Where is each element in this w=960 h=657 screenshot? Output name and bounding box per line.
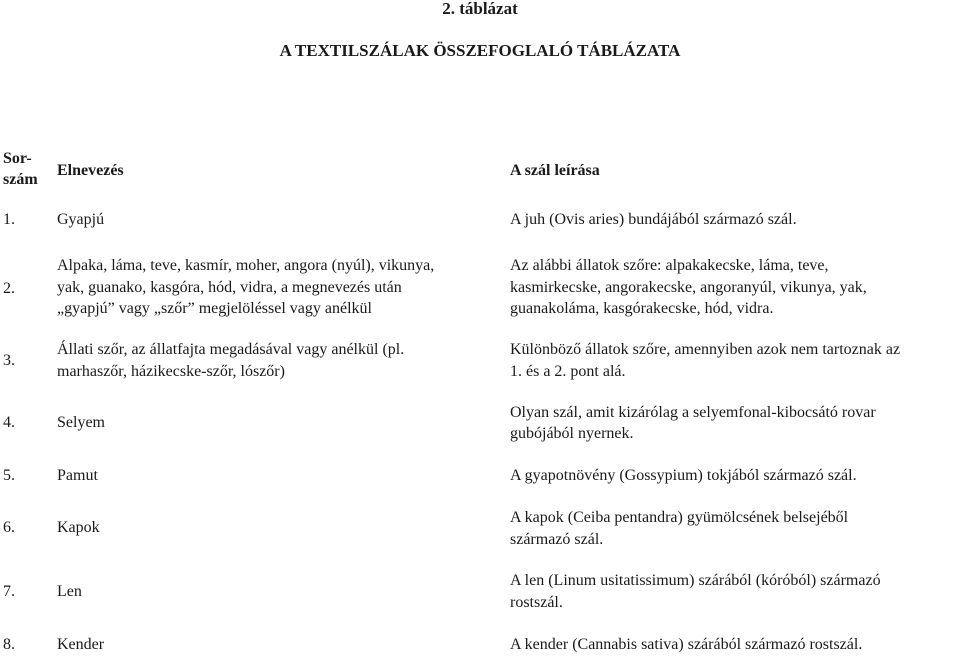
row-number: 7.: [3, 583, 15, 600]
row-description: A kapok (Ceiba pentandra) gyümölcsének belsejéből: [510, 509, 849, 526]
row-name: Állati szőr, az állatfajta megadásával vagy anélkül (pl.: [57, 341, 405, 358]
row-name: „gyapjú” vagy „szőr” megjelöléssel vagy anélkül: [57, 300, 372, 317]
row-description: Különböző állatok szőre, amennyiben azok nem tartoznak az: [510, 341, 901, 358]
row-name: Gyapjú: [57, 211, 105, 228]
row-number: 4.: [3, 414, 15, 431]
row-name: Alpaka, láma, teve, kasmír, moher, angora (nyúl), vikunya,: [57, 257, 435, 274]
row-description: guanakoláma, kasgórakecske, hód, vidra.: [510, 300, 774, 317]
row-description: rostszál.: [510, 594, 563, 611]
table-label: 2. táblázat: [442, 0, 518, 18]
row-description: A kender (Cannabis sativa) szárából származó rostszál.: [510, 636, 863, 653]
row-number: 3.: [3, 352, 15, 369]
row-description: A juh (Ovis aries) bundájából származó szál.: [510, 211, 797, 228]
row-name: Len: [57, 583, 82, 600]
header-name: Elnevezés: [57, 162, 124, 179]
row-description: 1. és a 2. pont alá.: [510, 363, 626, 380]
row-name: Pamut: [57, 467, 98, 484]
row-description: A len (Linum usitatissimum) szárából (kóróból) származó: [510, 572, 881, 589]
row-number: 1.: [3, 211, 15, 228]
row-description: A gyapotnövény (Gossypium) tokjából származó szál.: [510, 467, 857, 484]
row-name: Kapok: [57, 519, 100, 536]
row-number: 6.: [3, 519, 15, 536]
document-title: A TEXTILSZÁLAK ÖSSZEFOGLALÓ TÁBLÁZATA: [279, 41, 681, 60]
header-num-line1: Sor-: [3, 150, 32, 167]
header-description: A szál leírása: [510, 162, 600, 179]
row-number: 5.: [3, 467, 15, 484]
row-description: gubójából nyernek.: [510, 425, 634, 442]
row-name: Kender: [57, 636, 105, 653]
row-number: 2.: [3, 280, 15, 297]
row-description: kasmirkecske, angorakecske, angoranyúl, vikunya, yak,: [510, 279, 867, 296]
row-number: 8.: [3, 636, 15, 653]
row-description: Olyan szál, amit kizárólag a selyemfonal-kibocsátó rovar: [510, 404, 876, 421]
row-name: yak, guanako, kasgóra, hód, vidra, a megnevezés után: [57, 279, 402, 296]
row-name: marhaszőr, házikecske-szőr, lószőr): [57, 363, 285, 380]
header-num-line2: szám: [3, 171, 38, 188]
row-name: Selyem: [57, 414, 105, 431]
row-description: Az alábbi állatok szőre: alpakakecske, láma, teve,: [510, 257, 829, 274]
row-description: származó szál.: [510, 531, 604, 548]
